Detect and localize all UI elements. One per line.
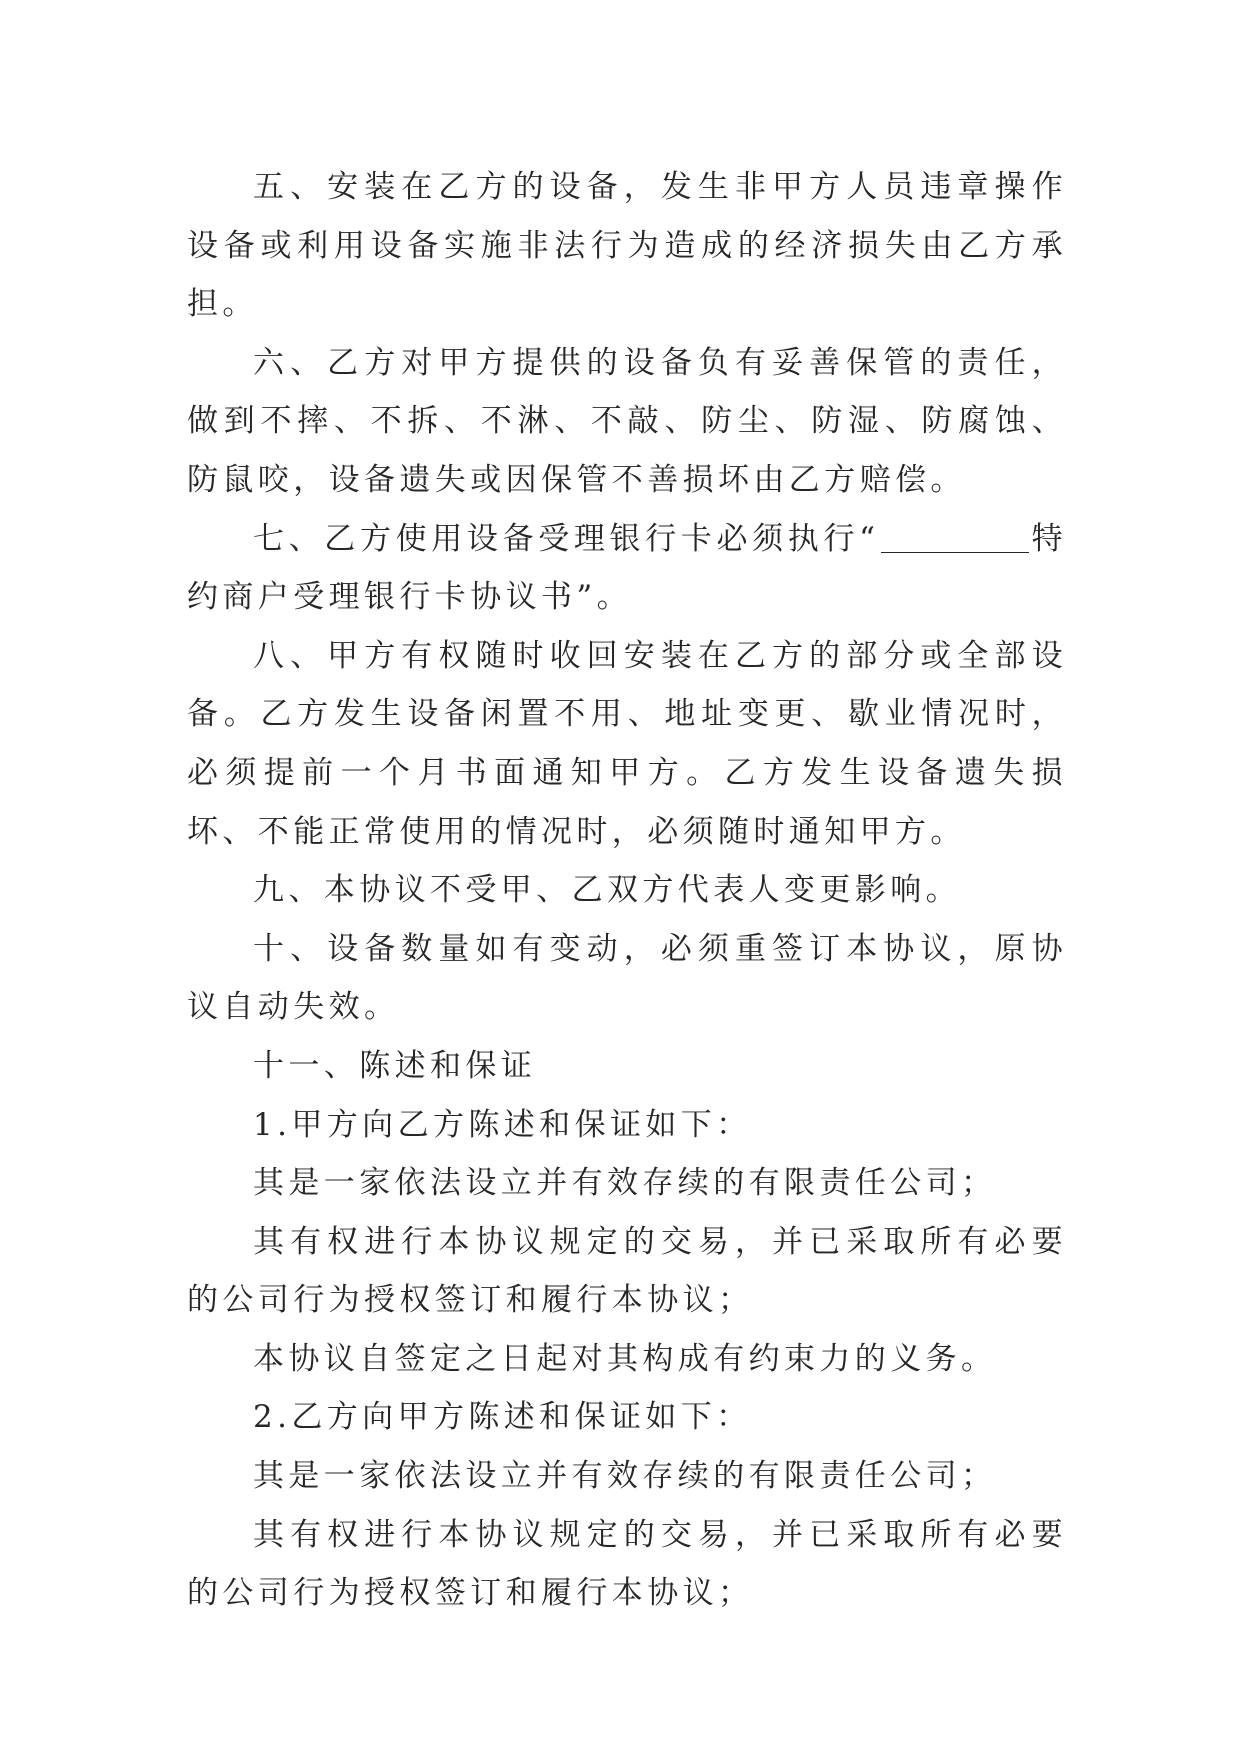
clause-5-paragraph: 五、安装在乙方的设备，发生非甲方人员违章操作设备或利用设备实施非法行为造成的经济损失由乙方承担。 <box>187 169 1067 323</box>
clause-11-1-heading: 1.甲方向乙方陈述和保证如下： <box>253 1106 752 1143</box>
clause-6-paragraph: 六、乙方对甲方提供的设备负有妥善保管的责任，做到不摔、不拆、不淋、不敲、防尘、防湿、防腐蚀、防鼠咬，设备遗失或因保管不善损坏由乙方赔偿。 <box>187 344 1067 498</box>
fill-in-blank <box>881 522 1029 553</box>
clause-7-text-after: 特约商户受理银行卡协议书”。 <box>187 520 1067 616</box>
clause-7-text-before: 七、乙方使用设备受理银行卡必须执行“ <box>253 520 880 557</box>
clause-7-paragraph <box>187 510 1067 627</box>
clause-10-paragraph: 十、设备数量如有变动，必须重签订本协议，原协议自动失效。 <box>187 930 1067 1026</box>
clause-11-2-item-b: 其有权进行本协议规定的交易，并已采取所有必要的公司行为授权签订和履行本协议； <box>187 1516 1067 1612</box>
clause-11-1-item-a: 其是一家依法设立并有效存续的有限责任公司； <box>253 1165 997 1202</box>
clause-11-heading: 十一、陈述和保证 <box>253 1047 537 1084</box>
clause-8-paragraph: 八、甲方有权随时收回安装在乙方的部分或全部设备。乙方发生设备闲置不用、地址变更、歇业情况时，必须提前一个月书面通知甲方。乙方发生设备遗失损坏、不能正常使用的情况时，必须随时通知甲方。 <box>187 637 1067 850</box>
clause-11-1-item-b: 其有权进行本协议规定的交易，并已采取所有必要的公司行为授权签订和履行本协议； <box>187 1223 1067 1319</box>
document-body <box>187 158 1067 1623</box>
clause-9-paragraph: 九、本协议不受甲、乙双方代表人变更影响。 <box>253 872 961 909</box>
clause-11-2-item-a: 其是一家依法设立并有效存续的有限责任公司； <box>253 1458 997 1495</box>
clause-11-2-heading: 2.乙方向甲方陈述和保证如下： <box>253 1399 752 1436</box>
clause-11-1-item-c: 本协议自签定之日起对其构成有约束力的义务。 <box>253 1340 997 1377</box>
